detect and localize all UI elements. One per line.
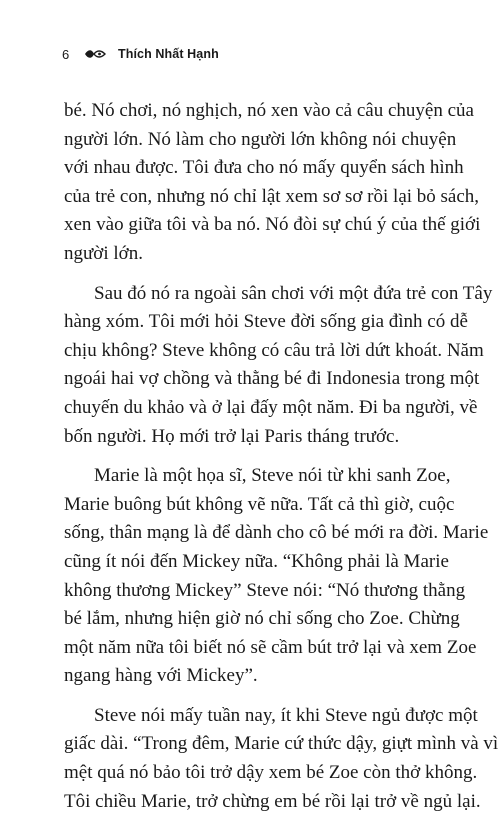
paragraph [64, 97, 481, 269]
paragraph [64, 702, 499, 816]
text-line: Sau đó nó ra ngoài sân chơi với một đứa trẻ con Tây [94, 282, 493, 304]
text-line: ngoái hai vợ chồng và thằng bé đi Indonesia trong một [64, 368, 480, 390]
text-line: người lớn. [64, 242, 143, 264]
paragraph [64, 462, 489, 691]
text-line: một năm nữa tôi biết nó sẽ cầm bút trở lại và xem Zoe [64, 636, 477, 658]
text-line: Tôi chiều Marie, trở chừng em bé rồi lại trở về ngủ lại. [64, 790, 481, 812]
running-head: Thích Nhất Hạnh [118, 47, 219, 61]
text-line: bé. Nó chơi, nó nghịch, nó xen vào cả câu chuyện của [64, 100, 474, 121]
text-line: sống, thân mạng là để dành cho cô bé mới ra đời. Marie [64, 522, 489, 544]
text-line: Marie buông bút không vẽ nữa. Tất cả thì giờ, cuộc [64, 493, 455, 515]
text-line: ngang hàng với Mickey”. [64, 665, 258, 687]
text-line: của trẻ con, nhưng nó chỉ lật xem sơ sơ rồi lại bỏ sách, [64, 185, 480, 207]
text-line: người lớn. Nó làm cho người lớn không nói chuyện [64, 128, 457, 150]
text-line: không thương Mickey” Steve nói: “Nó thương thằng [64, 579, 466, 601]
text-line: Steve nói mấy tuần nay, ít khi Steve ngủ được một [94, 704, 478, 726]
leaf-ornament-icon [84, 48, 106, 60]
body-text [64, 97, 499, 827]
text-line: bé lắm, nhưng hiện giờ nó chỉ sống cho Zoe. Chừng [64, 608, 460, 630]
text-line: bốn người. Họ mới trở lại Paris tháng trước. [64, 425, 400, 447]
page-header [62, 44, 219, 64]
text-line: hàng xóm. Tôi mới hỏi Steve đời sống gia đình có dễ [64, 311, 468, 333]
paragraph [64, 280, 493, 452]
text-line: chuyến du khảo và ở lại đấy một năm. Đi ba người, về [64, 396, 478, 418]
text-line: với nhau được. Tôi đưa cho nó mấy quyển sách hình [64, 157, 464, 179]
text-line: mệt quá nó bảo tôi trở dậy xem bé Zoe còn thở không. [64, 762, 478, 784]
page-number: 6 [62, 46, 70, 62]
text-line: giấc dài. “Trong đêm, Marie cứ thức dậy, giựt mình và vì [64, 733, 499, 755]
text-line: chịu không? Steve không có câu trả lời dứt khoát. Năm [64, 339, 484, 361]
text-line: cũng ít nói đến Mickey nữa. “Không phải là Marie [64, 550, 449, 572]
text-line: Marie là một họa sĩ, Steve nói từ khi sanh Zoe, [94, 465, 451, 487]
text-line: xen vào giữa tôi và ba nó. Nó đòi sự chú ý của thế giới [64, 214, 481, 236]
